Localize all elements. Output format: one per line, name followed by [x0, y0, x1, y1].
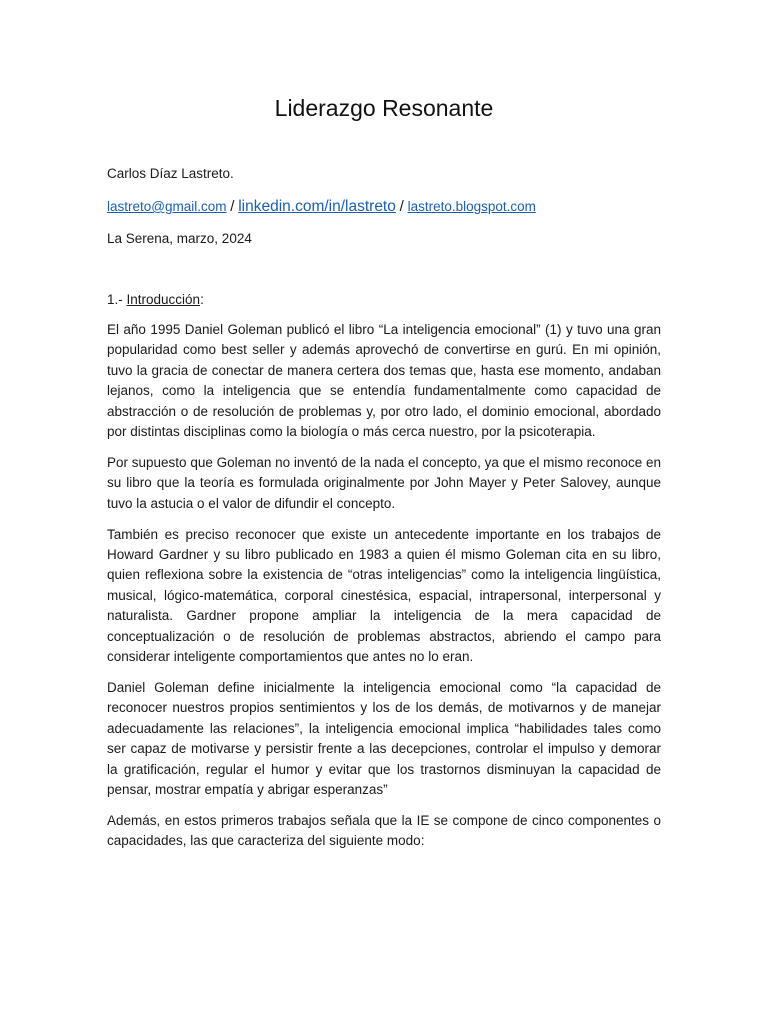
email-link[interactable]: lastreto@gmail.com	[107, 199, 227, 214]
author-name: Carlos Díaz Lastreto.	[107, 166, 234, 181]
place-date: La Serena, marzo, 2024	[107, 231, 252, 246]
blog-link[interactable]: lastreto.blogspot.com	[407, 199, 536, 214]
link-separator: /	[230, 198, 235, 215]
paragraph: Por supuesto que Goleman no inventó de la nada el concepto, ya que el mismo reconoce en su libro que la teoría es formulada originalmente por John Mayer y Peter Salovey, aunque tuvo la astucia o el valor de difundir el concepto.	[107, 454, 661, 511]
section-heading	[107, 291, 204, 309]
document-title: Liderazgo Resonante	[274, 95, 494, 121]
paragraph: El año 1995 Daniel Goleman publicó el libro “La inteligencia emocional” (1) y tuvo una gran popularidad como best seller y además aprovechó de convertirse en gurú. En mi opinión, tuvo la gracia de conectar de manera certera dos temas que, hasta ese momento, andaban lejanos, como la inteligencia que se entendía fundamentalmente como capacidad de abstracción o de resolución de problemas y, por otro lado, el dominio emocional, abordado por distintas disciplinas como la biología o más cerca nuestro, por la psicoterapia.	[107, 322, 661, 440]
document-body	[107, 320, 661, 862]
linkedin-link[interactable]: linkedin.com/in/lastreto	[238, 198, 396, 215]
contact-links	[107, 198, 536, 216]
section-number: 1.-	[107, 292, 127, 307]
paragraph: Además, en estos primeros trabajos señala que la IE se compone de cinco componentes o capacidades, las que caracteriza del siguiente modo:	[107, 812, 661, 849]
paragraph: También es preciso reconocer que existe un antecedente importante en los trabajos de Howard Gardner y su libro publicado en 1983 a quien él mismo Goleman cita en su libro, quien reflexiona sobre la existencia de “otras inteligencias” como la inteligencia lingüística, musical, lógico-matemática, corporal cinestésica, espacial, intrapersonal, interpersonal y naturalista. Gardner propone ampliar la inteligencia de la mera capacidad de conceptualización o de resolución de problemas abstractos, abriendo el campo para considerar inteligente comportamientos que antes no lo eran.	[107, 526, 661, 665]
section-title: Introducción	[126, 292, 201, 307]
section-colon: :	[200, 292, 204, 307]
paragraph: Daniel Goleman define inicialmente la inteligencia emocional como “la capacidad de reconocer nuestros propios sentimientos y los de los demás, de motivarnos y de manejar adecuadamente las relaciones”, la inteligencia emocional implica “habilidades tales como ser capaz de motivarse y persistir frente a las decepciones, controlar el impulso y demorar la gratificación, regular el humor y evitar que los trastornos disminuyan la capacidad de pensar, mostrar empatía y abrigar esperanzas”	[107, 680, 661, 798]
link-separator: /	[399, 198, 404, 215]
